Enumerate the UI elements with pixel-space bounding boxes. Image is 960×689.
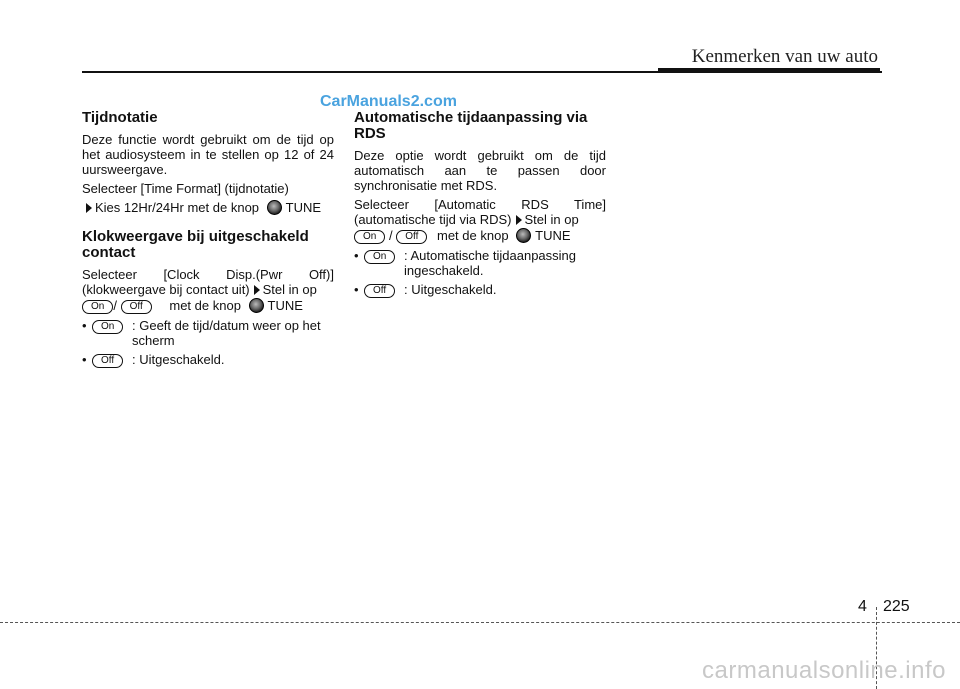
list-item xyxy=(354,248,606,278)
step-text: Kies 12Hr/24Hr met de knop xyxy=(95,200,260,215)
slash: / xyxy=(388,228,393,243)
off-description: : Uitgeschakeld. xyxy=(404,282,497,297)
on-button-icon: On xyxy=(82,300,113,314)
header-rule-accent xyxy=(658,68,880,73)
on-description: : Automatische tijdaanpassing ingeschakeld. xyxy=(404,248,576,278)
step-prefix: Stel in op xyxy=(262,282,317,297)
chapter-number: 4 xyxy=(858,598,867,615)
clock-display-step xyxy=(82,298,334,314)
on-description: : Geeft de tijd/datum weer op het scherm xyxy=(132,318,321,348)
bullet: • xyxy=(82,352,87,367)
knob-text: met de knop xyxy=(437,228,509,243)
watermark-bottom: carmanualsonline.info xyxy=(702,657,946,684)
bullet: • xyxy=(82,318,87,333)
tune-knob-icon xyxy=(267,200,282,215)
on-button-icon: On xyxy=(364,250,395,264)
section-title-time-format: Tijdnotatie xyxy=(82,109,158,126)
slash: / xyxy=(113,298,117,313)
tune-knob-icon xyxy=(516,228,531,243)
on-button-icon: On xyxy=(354,230,385,244)
bullet: • xyxy=(354,282,359,297)
rds-time-step xyxy=(354,228,606,244)
clock-display-select-text: Selecteer [Clock Disp.(Pwr Off)] (klokweergave bij contact uit) xyxy=(82,267,334,297)
arrow-right-icon xyxy=(86,203,92,213)
section-title-rds-time: Automatische tijdaanpassing via RDS xyxy=(354,109,588,142)
arrow-right-icon xyxy=(516,215,522,225)
section-title-clock-display: Klokweergave bij uitgeschakeld contact xyxy=(82,228,309,261)
off-description: : Uitgeschakeld. xyxy=(132,352,225,367)
footer-rule xyxy=(0,622,960,623)
time-format-step xyxy=(82,200,334,215)
list-item xyxy=(82,318,334,348)
off-button-icon: Off xyxy=(92,354,123,368)
watermark-top: CarManuals2.com xyxy=(320,93,457,110)
right-column xyxy=(354,110,606,298)
tune-label: TUNE xyxy=(285,200,322,215)
step-prefix: Stel in op xyxy=(524,212,579,227)
rds-select-text: Selecteer [Automatic RDS Time] (automatische tijd via RDS) xyxy=(354,197,606,227)
on-button-icon: On xyxy=(92,320,123,334)
off-button-icon: Off xyxy=(364,284,395,298)
arrow-right-icon xyxy=(254,285,260,295)
time-format-select: Selecteer [Time Format] (tijdnotatie) xyxy=(82,181,289,196)
list-item xyxy=(354,282,606,298)
page-number: 225 xyxy=(883,598,910,615)
clock-display-select xyxy=(82,267,334,297)
left-column xyxy=(82,110,334,368)
running-header: Kenmerken van uw auto xyxy=(691,46,878,67)
bullet: • xyxy=(354,248,359,263)
rds-time-description: Deze optie wordt gebruikt om de tijd automatisch aan te passen door synchronisatie met RDS. xyxy=(354,148,606,193)
knob-text: met de knop xyxy=(169,298,241,313)
tune-label: TUNE xyxy=(267,298,303,313)
time-format-description: Deze functie wordt gebruikt om de tijd op het audiosysteem in te stellen op 12 of 24 uursweergave. xyxy=(82,132,334,177)
off-button-icon: Off xyxy=(396,230,427,244)
list-item xyxy=(82,352,334,368)
tune-knob-icon xyxy=(249,298,264,313)
rds-time-select xyxy=(354,197,606,227)
tune-label: TUNE xyxy=(535,228,571,243)
off-button-icon: Off xyxy=(121,300,152,314)
